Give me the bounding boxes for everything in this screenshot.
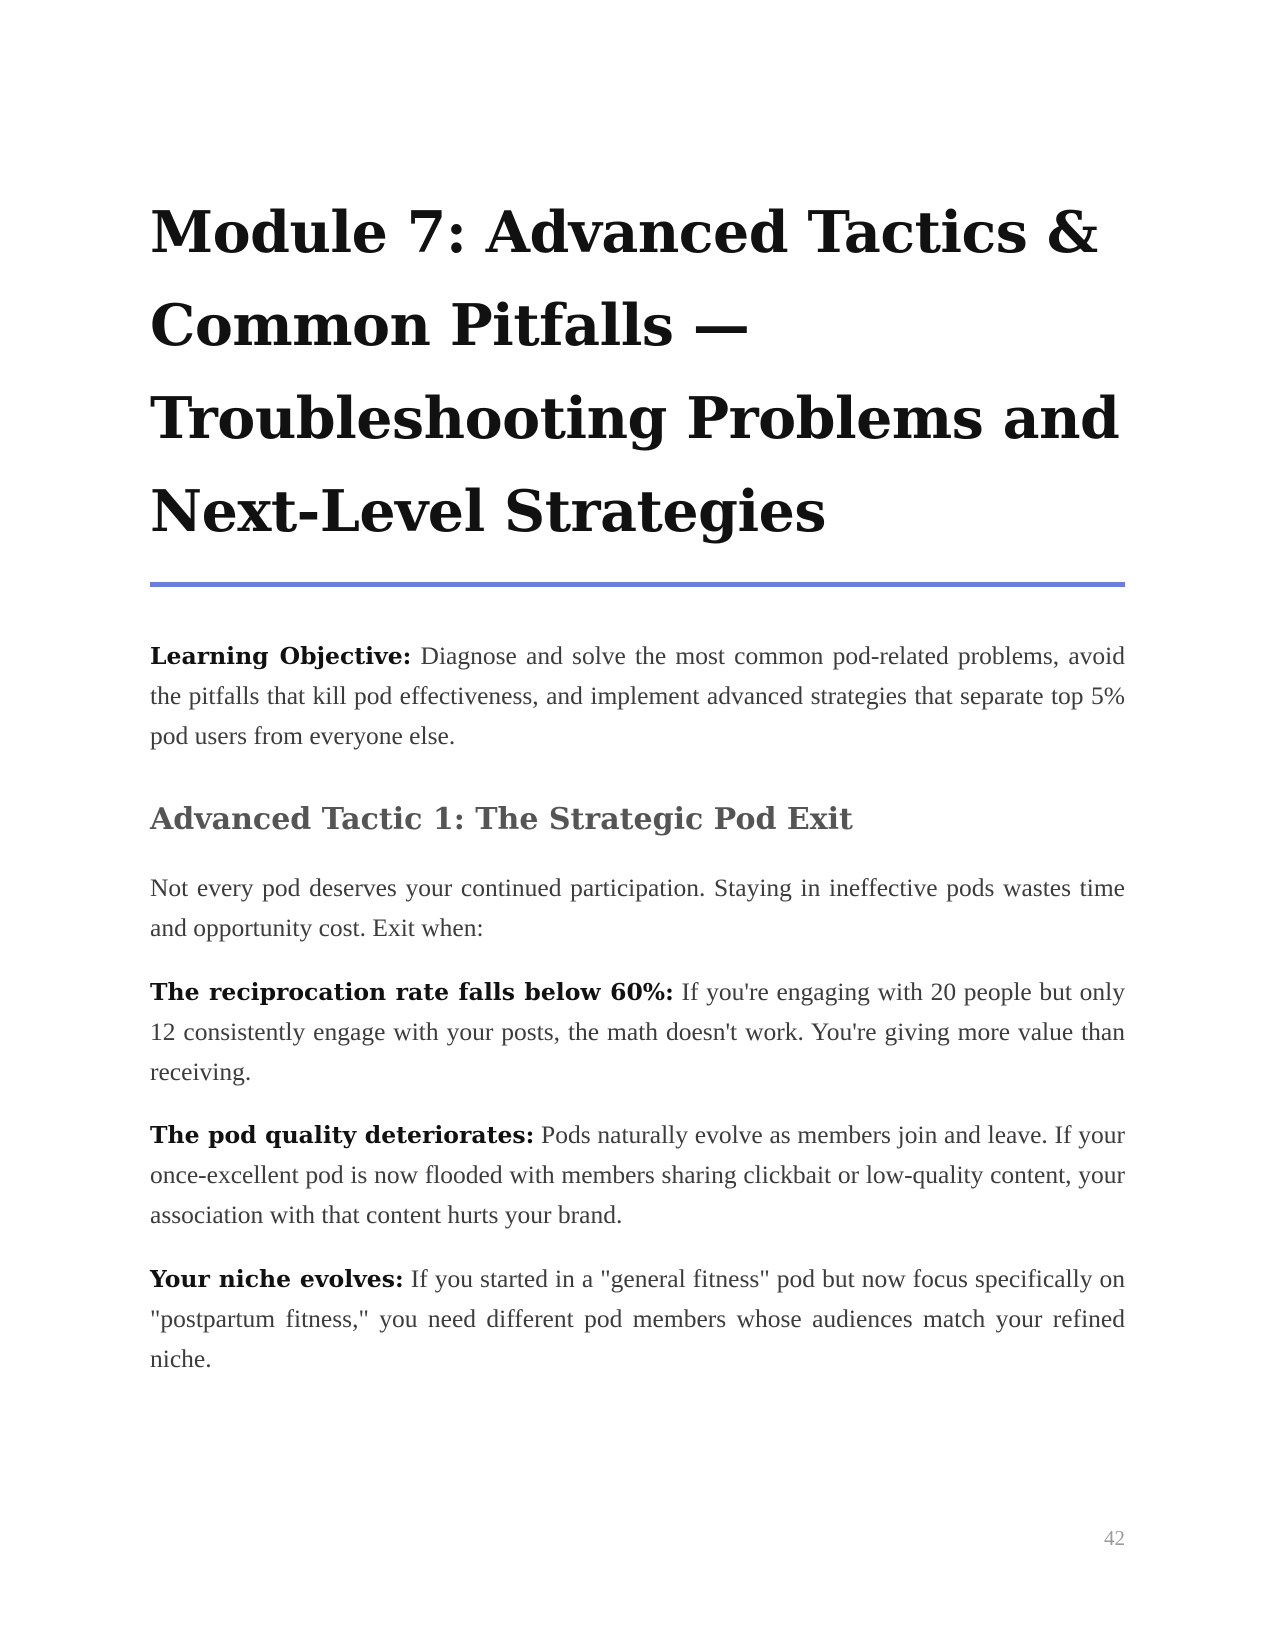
learning-objective-label: Learning Objective:	[150, 642, 412, 670]
section-intro-paragraph: Not every pod deserves your continued participation. Staying in ineffective pods wastes time and opportunity cost. Exit when:	[150, 873, 1125, 942]
exit-criterion-text: Pods naturally evolve as members join and leave. If your once-excellent pod is now flooded with members sharing clickbait or low-quality content, your association with that content hurts your brand.	[150, 1120, 1125, 1229]
learning-objective-paragraph	[150, 636, 1125, 756]
page-title: Module 7: Advanced Tactics & Common Pitfalls — Troubleshooting Problems and Next-Level Strategies	[150, 199, 1120, 545]
exit-criterion-label: Your niche evolves:	[150, 1265, 404, 1293]
exit-criterion-text: If you started in a "general fitness" pod but now focus specifically on "postpartum fitness," you need different pod members whose audiences match your refined niche.	[150, 1264, 1125, 1373]
exit-criterion-quality	[150, 1115, 1125, 1235]
exit-criterion-label: The reciprocation rate falls below 60%:	[150, 978, 674, 1006]
section-heading: Advanced Tactic 1: The Strategic Pod Exit	[150, 802, 853, 837]
exit-criterion-reciprocation	[150, 972, 1125, 1092]
learning-objective-text: Diagnose and solve the most common pod-related problems, avoid the pitfalls that kill pod effectiveness, and implement advanced strategies that separate top 5% pod users from everyone else.	[150, 641, 1125, 750]
exit-criterion-label: The pod quality deteriorates:	[150, 1121, 535, 1149]
page-number: 42	[1104, 1526, 1125, 1550]
document-page	[150, 0, 1125, 1650]
title-divider	[150, 582, 1125, 587]
exit-criterion-text: If you're engaging with 20 people but only 12 consistently engage with your posts, the math doesn't work. You're giving more value than receiving.	[150, 977, 1125, 1086]
exit-criterion-niche	[150, 1259, 1125, 1379]
